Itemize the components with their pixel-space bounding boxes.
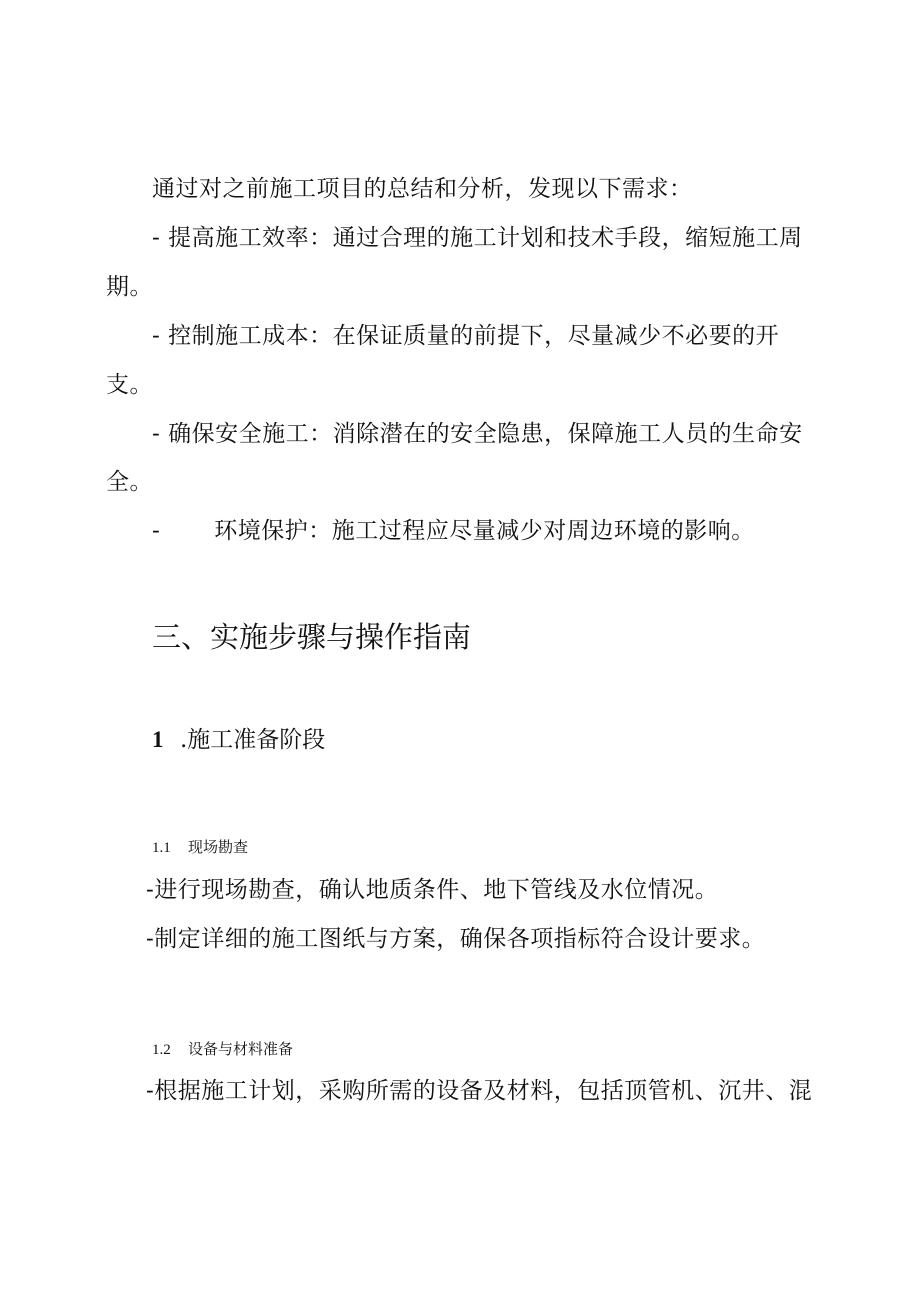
phase-heading xyxy=(152,725,325,755)
need-cost-line2: 支。 xyxy=(106,372,153,398)
subsection-heading xyxy=(152,1039,293,1060)
need-efficiency-line1: - 提高施工效率：通过合理的施工计划和技术手段，缩短施工周 xyxy=(152,225,803,251)
need-efficiency-line2: 期。 xyxy=(106,274,153,300)
subsection-title: 设备与材料准备 xyxy=(188,1040,294,1058)
phase-title: .施工准备阶段 xyxy=(180,727,326,753)
subsection-number: 1.1 xyxy=(152,840,171,856)
need-safety-line1: - 确保安全施工：消除潜在的安全隐患，保障施工人员的生命安 xyxy=(152,421,803,447)
need-environment-text: 环境保护：施工过程应尽量减少对周边环境的影响。 xyxy=(214,518,755,544)
subsection-number: 1.2 xyxy=(152,1042,171,1058)
equipment-item-1: -根据施工计划，采购所需的设备及材料，包括顶管机、沉井、混 xyxy=(146,1078,813,1104)
survey-item-1: -进行现场勘查，确认地质条件、地下管线及水位情况。 xyxy=(146,877,719,903)
section-heading: 三、实施步骤与操作指南 xyxy=(152,620,472,654)
subsection-heading xyxy=(152,837,248,858)
need-cost-line1: - 控制施工成本：在保证质量的前提下，尽量减少不必要的开 xyxy=(152,323,780,349)
phase-number: 1 xyxy=(152,727,164,752)
intro-paragraph: 通过对之前施工项目的总结和分析，发现以下需求： xyxy=(152,176,693,202)
survey-item-2: -制定详细的施工图纸与方案，确保各项指标符合设计要求。 xyxy=(146,926,766,952)
need-environment xyxy=(152,516,755,546)
need-environment-dash: - xyxy=(152,518,161,544)
need-safety-line2: 全。 xyxy=(106,469,153,495)
subsection-title: 现场勘查 xyxy=(188,838,249,856)
